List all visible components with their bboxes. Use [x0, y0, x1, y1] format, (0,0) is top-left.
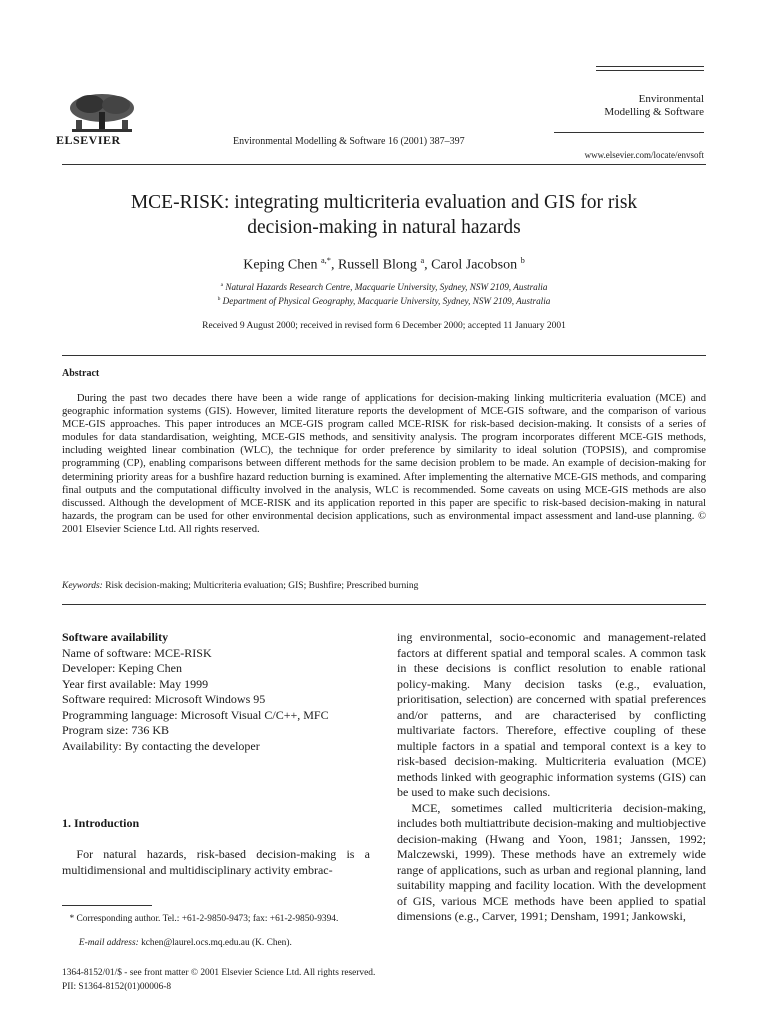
affiliation-a — [40, 282, 728, 292]
publisher-name: ELSEVIER — [56, 133, 121, 147]
journal-url[interactable]: www.elsevier.com/locate/envsoft — [584, 150, 704, 160]
intro-paragraph: MCE, sometimes called multicriteria decision-making, includes both multiattribute decision-making and multiobjective decision-making (Hwang and Yoon, 1981; Janssen, 1992; Malczewski, 1999). These methods have an extremely wide range of applications, such as urban and regional planning, land suitability mapping and facility location. With the development of GIS, various MCE methods have been applied to spatial dimensions (e.g., Carver, 1991; Densham, 1991; Jankowski, — [397, 800, 706, 923]
author-list: Keping Chen $^{a,*}$, Russell Blong $^a$, Carol Jacobson $^b$ — [243, 256, 525, 273]
author-affil-mark: a — [420, 256, 425, 265]
keywords-list: Risk decision-making; Multicriteria evaluation; GIS; Bushfire; Prescribed burning — [105, 581, 419, 591]
elsevier-tree-logo — [62, 92, 142, 136]
title-line-2: decision-making in natural hazards — [247, 217, 521, 238]
abstract-heading: Abstract — [62, 368, 100, 379]
software-availability — [62, 630, 370, 754]
software-line: Programming language: Microsoft Visual C/C++, MFC — [62, 707, 329, 722]
software-heading: Software availability — [62, 630, 169, 644]
keywords-label: Keywords: — [62, 581, 103, 591]
email-label: E-mail address: — [78, 938, 139, 948]
keywords — [62, 581, 418, 591]
affil-mark: a — [220, 282, 224, 288]
intro-paragraph: For natural hazards, risk-based decision-making is a multidimensional and multidisciplinary activity embrac- — [62, 847, 370, 877]
software-line: Name of software: MCE-RISK — [62, 645, 212, 660]
author-name: Keping Chen — [243, 257, 318, 273]
pii-code: PII: S1364-8152(01)00006-8 — [62, 982, 172, 992]
affiliation-b — [40, 296, 728, 306]
software-line: Availability: By contacting the developer — [62, 738, 260, 753]
section-heading-introduction: 1. Introduction — [62, 816, 140, 830]
author-affil-mark: b — [520, 256, 525, 265]
right-column — [397, 630, 706, 925]
brand-rule-top — [596, 66, 704, 67]
software-line: Software required: Microsoft Windows 95 — [62, 692, 266, 706]
author-name: Carol Jacobson — [431, 257, 518, 273]
affil-mark: b — [217, 296, 221, 302]
affil-text: Department of Physical Geography, Macquarie University, Sydney, NSW 2109, Australia — [222, 296, 551, 307]
brand-line-1: Environmental — [638, 93, 704, 105]
brand-rule-bottom — [554, 132, 704, 133]
footnote-email — [62, 938, 372, 948]
abstract-body: During the past two decades there have been a wide range of applications for decision-making linking multicriteria evaluation (MCE) and geographic information systems (GIS). However, limited literature reports the development of MCE-GIS software, and the comparison of various MCE-GIS approaches. This paper introduces an MCE-GIS program called MCE-RISK for risk-based decision-making. It consists of a series of modules for data standardisation, weighting, MCE-GIS methods, and sensitivity analysis. The program incorporates different MCE-GIS methods, including weighted linear combination (WLC), the technique for order preference by similarity to ideal solution (TOPSIS), and compromise programming (CP), enabling comparisons between different methods for the same decision problem to be made. An example of decision-making for determining priority areas for a bushfire hazard reduction burning is examined. After implementing the alternative MCE-GIS methods, and comparing final outputs and the computational difficulty involved in the analysis, WLC is recommended. Some caveats on using MCE-GIS methods are also discussed. Although the development of MCE-RISK and its application reported in this paper are specific to risk-based decision-making in natural hazards, the program can be used for other environmental decision applications, such as environmental impact assessment and land-use planning. © 2001 Elsevier Science Ltd. All rights reserved. — [62, 393, 706, 535]
front-matter-note: 1364-8152/01/$ - see front matter © 2001 Elsevier Science Ltd. All rights reserved. — [62, 968, 376, 978]
software-line: Developer: Keping Chen — [62, 661, 182, 675]
abstract-rule-top — [62, 355, 706, 356]
received-dates: Received 9 August 2000; received in revised form 6 December 2000; accepted 11 January 2001 — [202, 321, 566, 331]
brand-line-2: Modelling & Software — [604, 106, 704, 118]
header-rule — [62, 164, 706, 165]
paper-title — [40, 190, 728, 240]
software-line: Program size: 736 KB — [62, 723, 169, 737]
brand-rule-top-2 — [596, 70, 704, 71]
title-line-1: MCE-RISK: integrating multicriteria evaluation and GIS for risk — [130, 192, 638, 213]
affil-text: Natural Hazards Research Centre, Macquarie University, Sydney, NSW 2109, Australia — [225, 282, 548, 293]
journal-citation: Environmental Modelling & Software 16 (2001) 387–397 — [233, 136, 465, 147]
intro-paragraph: ing environmental, socio-economic and management-related factors at different spatial and temporal scales. A common task in these decisions is conflict resolution to enable rational policy-making. Many decision tasks (e.g., evaluation, prioritisation, selection) are concerned with spatial preferences and/or patterns, and are characterised by conflicting multivariate factors. Therefore, effective coupling of these multiple factors in a spatial and temporal context is a key to risk-based decision-making. Multicriteria evaluation (MCE) methods linked with geographic information systems (GIS) can be used to make such decisions. — [397, 630, 706, 799]
footnote-rule — [62, 905, 152, 906]
abstract-rule-bottom — [62, 604, 706, 605]
software-line: Year first available: May 1999 — [62, 676, 209, 691]
author-name: Russell Blong — [337, 257, 417, 273]
email-address[interactable]: kchen@laurel.ocs.mq.edu.au (K. Chen). — [141, 938, 292, 948]
author-affil-mark: a,* — [320, 256, 331, 265]
journal-brand — [604, 93, 704, 119]
footnote-corresponding: * Corresponding author. Tel.: +61-2-9850-9473; fax: +61-2-9850-9394. — [69, 914, 339, 924]
